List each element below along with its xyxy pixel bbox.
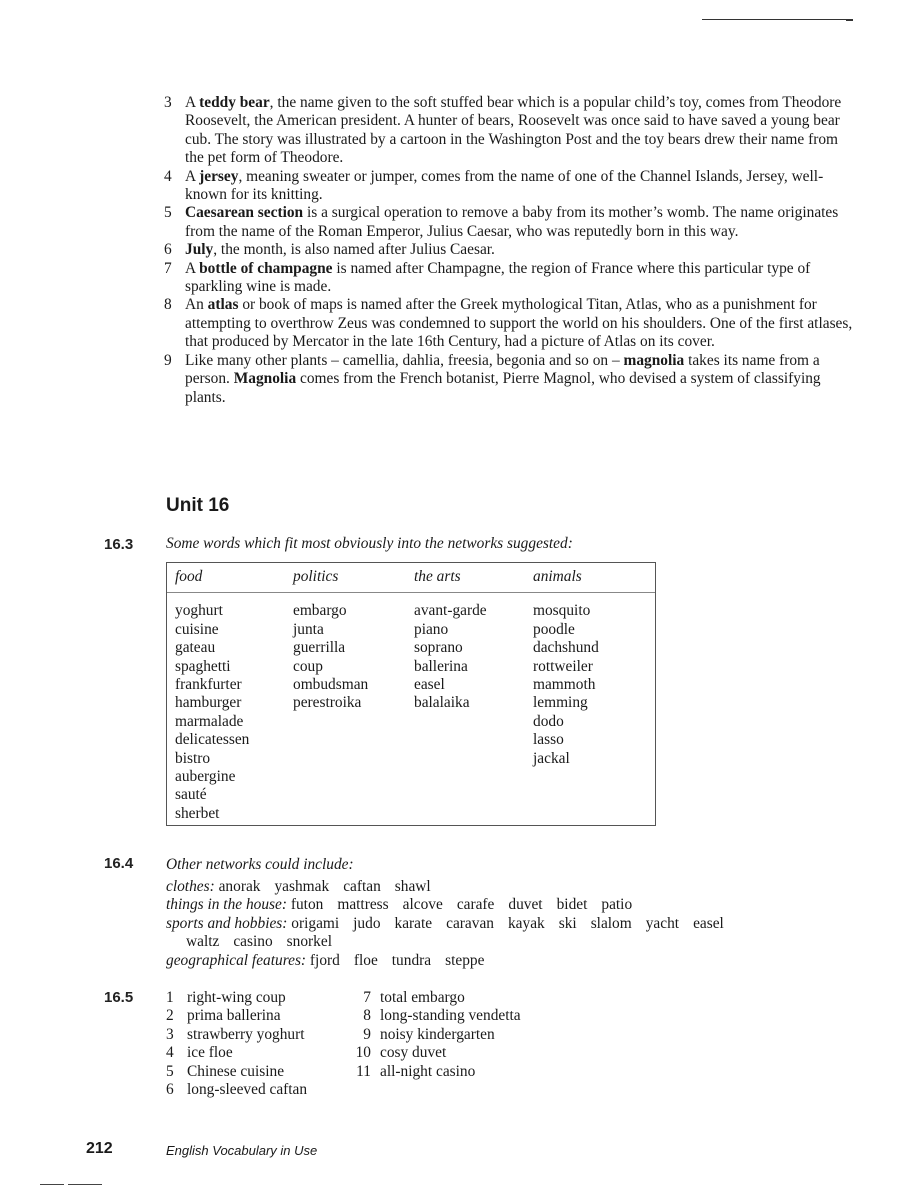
network-word: slalom bbox=[590, 914, 632, 932]
phrase-number: 8 bbox=[363, 1007, 371, 1025]
table-cell: mosquito bbox=[533, 602, 591, 620]
table-cell: guerrilla bbox=[293, 639, 346, 657]
phrase-number: 2 bbox=[166, 1007, 174, 1025]
phrases-right-column bbox=[350, 989, 521, 1081]
network-word: karate bbox=[394, 914, 433, 932]
network-word: fjord bbox=[309, 951, 340, 969]
item-number: 3 bbox=[164, 94, 172, 111]
item-text bbox=[185, 168, 854, 205]
phrase-text: long-standing vendetta bbox=[380, 1007, 521, 1025]
table-cell: dachshund bbox=[533, 639, 599, 657]
phrase-text: noisy kindergarten bbox=[380, 1025, 495, 1043]
table-cell: yoghurt bbox=[175, 602, 223, 620]
text-run: Like many other plants – camellia, dahlia, freesia, begonia and so on – bbox=[185, 351, 624, 369]
column-animals bbox=[533, 568, 653, 768]
network-category: sports and hobbies: bbox=[166, 914, 288, 932]
table-cell: cuisine bbox=[175, 620, 219, 638]
phrase-item bbox=[350, 1026, 521, 1044]
table-cell: jackal bbox=[533, 749, 570, 767]
text-run: , meaning sweater or jumper, comes from the name of one of the Channel Islands, Jersey, well-known for its knitting. bbox=[185, 167, 824, 204]
network-word: alcove bbox=[402, 896, 443, 914]
list-item bbox=[164, 204, 854, 241]
exercise-16-3-intro: Some words which fit most obviously into the networks suggested: bbox=[166, 535, 573, 552]
table-cell: easel bbox=[414, 676, 445, 694]
phrase-item bbox=[166, 1026, 307, 1044]
top-rule-arrow bbox=[846, 19, 853, 21]
phrase-text: right-wing coup bbox=[187, 989, 286, 1006]
phrase-number: 3 bbox=[166, 1025, 174, 1043]
network-category: geographical features: bbox=[166, 951, 307, 969]
unit-heading: Unit 16 bbox=[166, 495, 230, 516]
table-cell: lemming bbox=[533, 694, 588, 712]
phrase-text: prima ballerina bbox=[187, 1007, 281, 1025]
text-run: A bbox=[185, 167, 200, 185]
table-cell: frankfurter bbox=[175, 676, 242, 694]
list-item bbox=[164, 241, 854, 259]
column-food bbox=[175, 568, 295, 823]
table-cell: rottweiler bbox=[533, 657, 593, 675]
column-header: animals bbox=[533, 568, 582, 585]
network-line bbox=[166, 915, 856, 933]
network-word: kayak bbox=[507, 914, 545, 932]
list-item bbox=[164, 260, 854, 297]
network-word: anorak bbox=[218, 878, 261, 895]
phrase-item bbox=[350, 1007, 521, 1025]
exercise-16-4-intro: Other networks could include: bbox=[166, 856, 354, 873]
phrase-text: Chinese cuisine bbox=[187, 1062, 285, 1080]
table-cell: lasso bbox=[533, 731, 564, 749]
key-term: atlas bbox=[207, 296, 239, 314]
network-line bbox=[166, 952, 856, 970]
phrase-number: 5 bbox=[166, 1062, 174, 1080]
text-run: is a surgical operation to remove a baby from its mother’s womb. The name originates from the name of the Roman Emperor, Julius Caesar, who was reputedly born in this way. bbox=[185, 204, 839, 240]
table-cell: avant-garde bbox=[414, 602, 487, 620]
table-cell: embargo bbox=[293, 602, 347, 620]
item-text bbox=[185, 260, 854, 297]
table-cell: spaghetti bbox=[175, 657, 231, 675]
network-line bbox=[166, 896, 856, 914]
network-word: ski bbox=[558, 914, 577, 932]
text-run: , the month, is also named after Julius Caesar. bbox=[213, 241, 495, 259]
item-text bbox=[185, 352, 854, 407]
table-cell: ballerina bbox=[414, 657, 468, 675]
column-header: politics bbox=[293, 568, 339, 585]
network-word: yacht bbox=[645, 914, 680, 932]
table-cell: poodle bbox=[533, 620, 575, 638]
network-word: duvet bbox=[508, 896, 543, 914]
table-cell: marmalade bbox=[175, 712, 244, 730]
network-word: carafe bbox=[456, 896, 495, 914]
table-cell: bistro bbox=[175, 749, 211, 767]
phrase-number: 9 bbox=[363, 1025, 371, 1043]
table-cell: balalaika bbox=[414, 694, 470, 712]
phrase-item bbox=[166, 989, 307, 1007]
page-number: 212 bbox=[86, 1140, 113, 1157]
text-run: takes its name from a person. bbox=[185, 351, 820, 388]
network-word: waltz bbox=[186, 933, 220, 951]
column-politics bbox=[293, 568, 413, 713]
network-word: caravan bbox=[446, 914, 494, 932]
table-cell: mammoth bbox=[533, 676, 596, 694]
network-word: tundra bbox=[391, 951, 432, 969]
key-term: jersey bbox=[199, 167, 239, 185]
network-word: judo bbox=[353, 914, 381, 932]
network-word: easel bbox=[693, 914, 724, 932]
phrase-item bbox=[350, 1063, 521, 1081]
phrase-number: 6 bbox=[166, 1081, 174, 1099]
phrase-text: long-sleeved caftan bbox=[187, 1081, 308, 1099]
phrase-item bbox=[350, 989, 521, 1007]
bottom-rule-left bbox=[40, 1184, 64, 1185]
phrase-text: strawberry yoghurt bbox=[187, 1025, 305, 1043]
column-the-arts bbox=[414, 568, 534, 713]
network-word: bidet bbox=[556, 896, 588, 914]
network-word: yashmak bbox=[274, 878, 330, 895]
key-term: magnolia bbox=[623, 351, 685, 369]
list-item bbox=[164, 352, 854, 407]
key-term: Caesarean section bbox=[185, 204, 304, 222]
list-item bbox=[164, 296, 854, 351]
network-category: things in the house: bbox=[166, 896, 287, 914]
network-word: steppe bbox=[445, 951, 485, 969]
phrase-text: all-night casino bbox=[380, 1062, 476, 1080]
item-number: 8 bbox=[164, 296, 172, 314]
other-networks bbox=[166, 878, 856, 970]
network-line-continued bbox=[166, 933, 856, 951]
phrase-number: 11 bbox=[356, 1062, 371, 1080]
phrase-number: 4 bbox=[166, 1044, 174, 1062]
table-cell: coup bbox=[293, 657, 323, 675]
item-number: 6 bbox=[164, 241, 172, 259]
exercise-16-3-label: 16.3 bbox=[104, 536, 134, 553]
phrase-item bbox=[166, 1063, 307, 1081]
network-category: clothes: bbox=[166, 878, 215, 895]
phrase-number: 7 bbox=[363, 989, 371, 1006]
list-item bbox=[164, 94, 854, 168]
table-cell: soprano bbox=[414, 639, 463, 657]
table-cell: gateau bbox=[175, 639, 216, 657]
network-word: shawl bbox=[394, 878, 431, 895]
item-number: 4 bbox=[164, 167, 172, 185]
phrase-number: 1 bbox=[166, 989, 174, 1006]
phrase-number: 10 bbox=[355, 1044, 371, 1062]
phrase-item bbox=[166, 1044, 307, 1062]
text-run: comes from the French botanist, Pierre Magnol, who devised a system of classifying plants. bbox=[185, 370, 821, 406]
table-cell: ombudsman bbox=[293, 676, 369, 694]
item-number: 5 bbox=[164, 204, 172, 222]
phrase-item bbox=[166, 1081, 307, 1099]
networks-table bbox=[166, 562, 656, 826]
table-cell: sherbet bbox=[175, 804, 220, 822]
network-line bbox=[166, 878, 856, 896]
text-run: A bbox=[185, 94, 200, 111]
exercise-16-4-label: 16.4 bbox=[104, 855, 134, 872]
phrases-left-column bbox=[166, 989, 307, 1099]
network-word: floe bbox=[353, 951, 378, 969]
item-text bbox=[185, 241, 854, 259]
table-cell: sauté bbox=[175, 786, 207, 804]
key-term: July bbox=[185, 241, 214, 259]
network-word: casino bbox=[233, 933, 273, 951]
table-cell: perestroika bbox=[293, 694, 362, 712]
phrase-item bbox=[166, 1007, 307, 1025]
text-run: A bbox=[185, 259, 200, 277]
item-text bbox=[185, 94, 854, 168]
text-run: , the name given to the soft stuffed bear which is a popular child’s toy, comes from Theodore Roosevelt, the American president. A hunter of bears, Roosevelt was once said to have saved a young bear cub. The story was illustrated by a cartoon in the Washington Post and the toy bears drew their name from the pet form of Theodore. bbox=[185, 94, 842, 167]
item-text bbox=[185, 204, 854, 241]
table-cell: aubergine bbox=[175, 768, 236, 786]
exercise-16-5-label: 16.5 bbox=[104, 989, 134, 1006]
text-run: An bbox=[185, 296, 208, 314]
top-rule bbox=[702, 19, 852, 20]
key-term: bottle of champagne bbox=[199, 259, 333, 277]
phrase-text: ice floe bbox=[187, 1044, 233, 1062]
table-cell: piano bbox=[414, 620, 449, 638]
phrase-text: cosy duvet bbox=[380, 1044, 447, 1062]
phrase-text: total embargo bbox=[380, 989, 465, 1006]
network-word: patio bbox=[601, 896, 633, 914]
key-term: Magnolia bbox=[233, 370, 297, 388]
text-run: is named after Champagne, the region of France where this particular type of sparkling wine is made. bbox=[185, 259, 811, 296]
item-number: 7 bbox=[164, 259, 172, 277]
table-cell: junta bbox=[293, 620, 324, 638]
network-word: origami bbox=[291, 914, 340, 932]
network-word: snorkel bbox=[286, 933, 332, 951]
list-item bbox=[164, 168, 854, 205]
item-number: 9 bbox=[164, 351, 172, 369]
key-term: teddy bear bbox=[199, 94, 270, 111]
network-word: caftan bbox=[343, 878, 381, 895]
phrase-item bbox=[350, 1044, 521, 1062]
network-word: mattress bbox=[337, 896, 389, 914]
column-header: the arts bbox=[414, 568, 461, 585]
book-title: English Vocabulary in Use bbox=[166, 1143, 318, 1158]
table-cell: hamburger bbox=[175, 694, 242, 712]
item-text bbox=[185, 296, 854, 351]
table-cell: delicatessen bbox=[175, 731, 250, 749]
bottom-rule-right bbox=[68, 1184, 102, 1185]
text-run: or book of maps is named after the Greek mythological Titan, Atlas, who as a punishment for attempting to overthrow Zeus was condemned to support the world on his shoulders. One of the first atlases, that produced by Mercator in the late 16th Century, had a picture of Atlas on its cover. bbox=[185, 296, 853, 351]
table-cell: dodo bbox=[533, 712, 564, 730]
network-word: futon bbox=[290, 896, 324, 914]
column-header: food bbox=[175, 568, 203, 585]
unit-15-answer-list bbox=[164, 94, 854, 407]
